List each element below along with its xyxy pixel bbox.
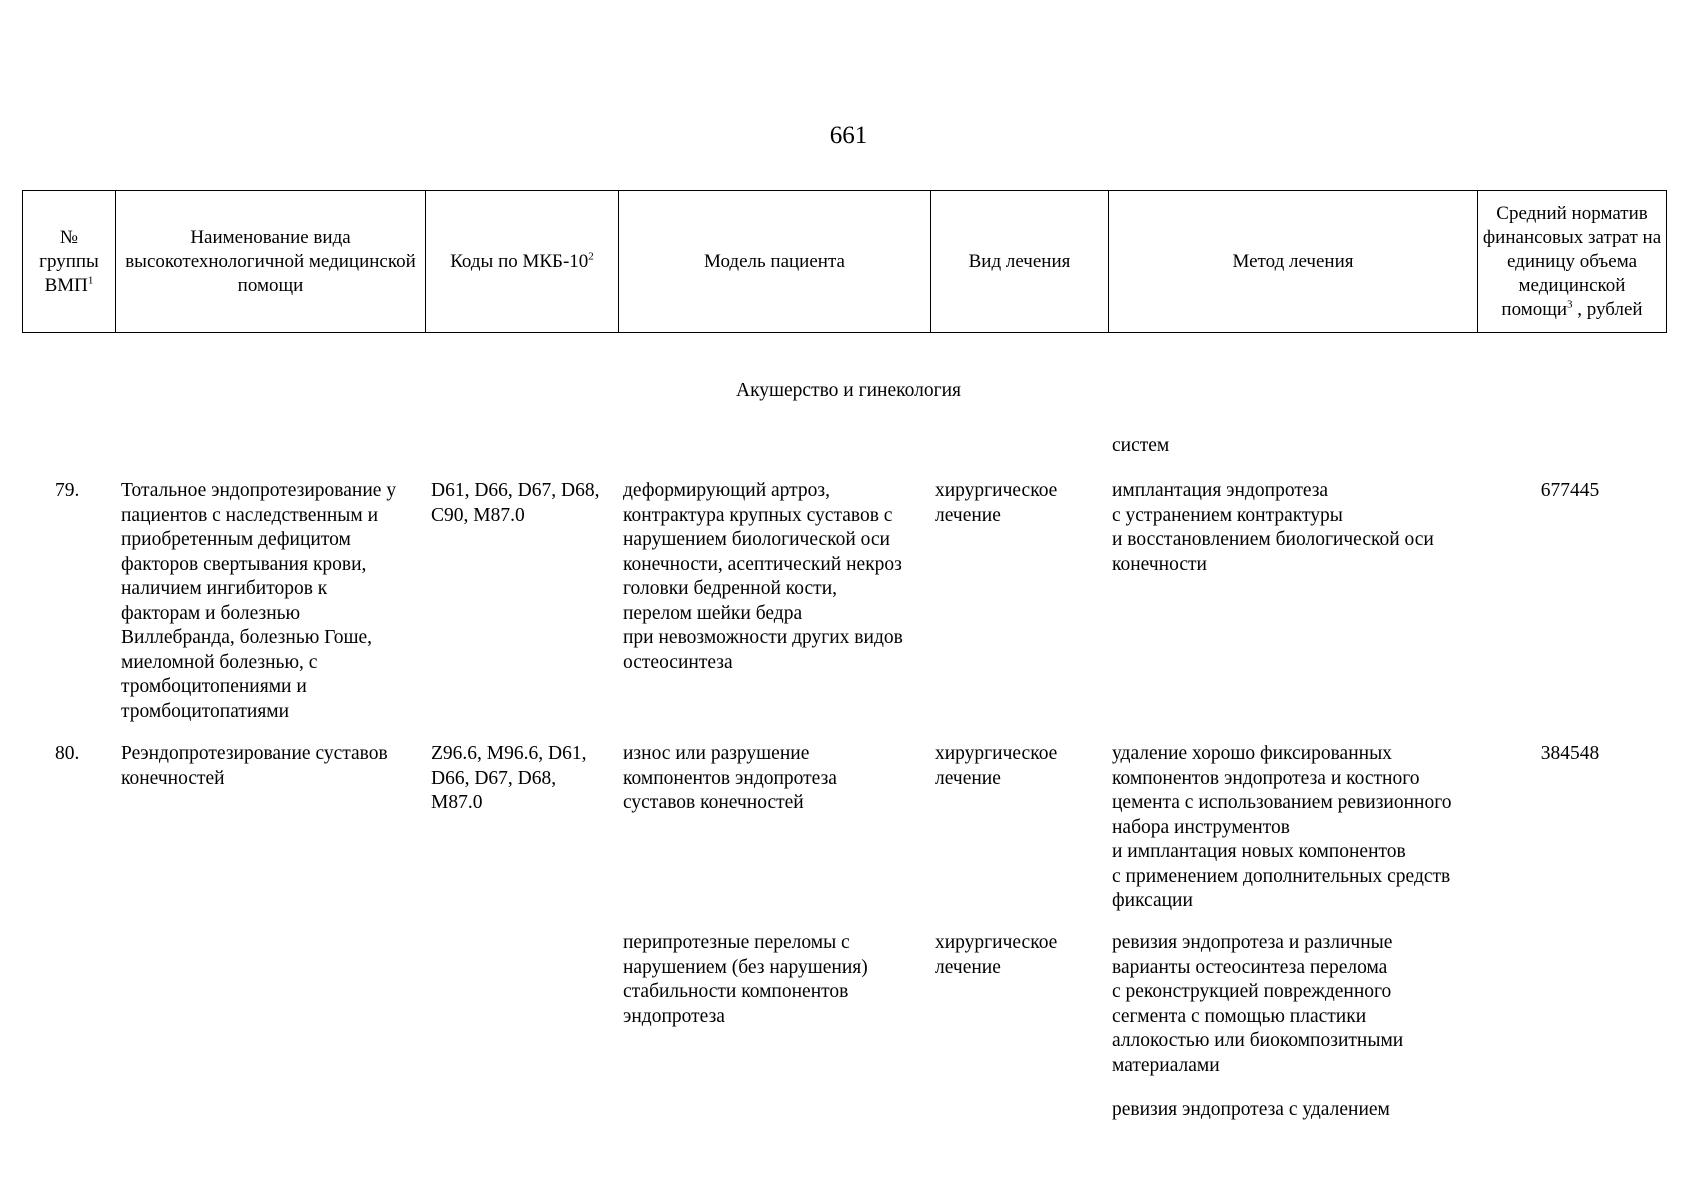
icd-codes: D61, D66, D67, D68, C90, M87.0	[431, 480, 600, 526]
treatment-method: имплантация эндопротеза с устранением контрактуры и восстановлением биологической оси конечности	[1112, 480, 1434, 575]
treatment-type: хирургическое лечение	[935, 932, 1058, 978]
service-name: Реэндопротезирование суставов конечностей	[121, 743, 388, 789]
treatment-type: хирургическое лечение	[935, 480, 1058, 526]
treatment-type: хирургическое лечение	[935, 743, 1058, 789]
header-treatment-type: Вид лечения	[931, 191, 1109, 333]
treatment-method: удаление хорошо фиксированных компонентов эндопротеза и костного цемента с использованием ревизионного набора инструментов и имплантация новых компонентов с применением дополнительных средств фиксации	[1112, 743, 1452, 911]
patient-model: деформирующий артроз, контрактура крупных суставов с нарушением биологической оси конечности, асептический некроз головки бедренной кости, перелом шейки бедра при невозможности других видов остеосинтеза	[623, 480, 903, 673]
method-continuation: систем	[1112, 435, 1170, 456]
patient-model: износ или разрушение компонентов эндопротеза суставов конечностей	[623, 743, 837, 813]
table-header	[22, 190, 1667, 333]
header-treatment-method: Метод лечения	[1109, 191, 1478, 333]
average-cost: 384548	[1540, 743, 1600, 764]
page-number: 661	[829, 122, 868, 149]
section-title: Акушерство и гинекология	[735, 380, 962, 401]
header-group-number: № группы ВМП$^1$	[23, 191, 116, 333]
header-average-cost: Средний норматив финансовых затрат на единицу объема медицинской помощи$^3$ , рублей	[1478, 191, 1667, 333]
patient-model: перипротезные переломы с нарушением (без нарушения) стабильности компонентов эндопротеза	[623, 932, 868, 1027]
header-icd-codes: Коды по МКБ-$10^2$	[426, 191, 619, 333]
row-number: 79.	[55, 480, 80, 501]
service-name: Тотальное эндопротезирование у пациентов с наследственным и приобретенным дефицитом факторов свертывания крови, наличием ингибиторов к факторам и болезнью Виллебранда, болезнью Гоше, миеломной болезнью, с тромбоцитопениями и тромбоцитопатиями	[121, 480, 397, 722]
row-number: 80.	[55, 743, 80, 764]
treatment-method-continued: ревизия эндопротеза с удалением	[1112, 1099, 1390, 1120]
header-service-name: Наименование вида высокотехнологичной медицинской помощи	[116, 191, 426, 333]
treatment-method: ревизия эндопротеза и различные варианты остеосинтеза перелома с реконструкцией поврежденного сегмента с помощью пластики аллокостью или биокомпозитными материалами	[1112, 932, 1404, 1076]
header-patient-model: Модель пациента	[619, 191, 931, 333]
icd-codes: Z96.6, M96.6, D61, D66, D67, D68, M87.0	[431, 743, 587, 813]
average-cost: 677445	[1540, 480, 1600, 501]
